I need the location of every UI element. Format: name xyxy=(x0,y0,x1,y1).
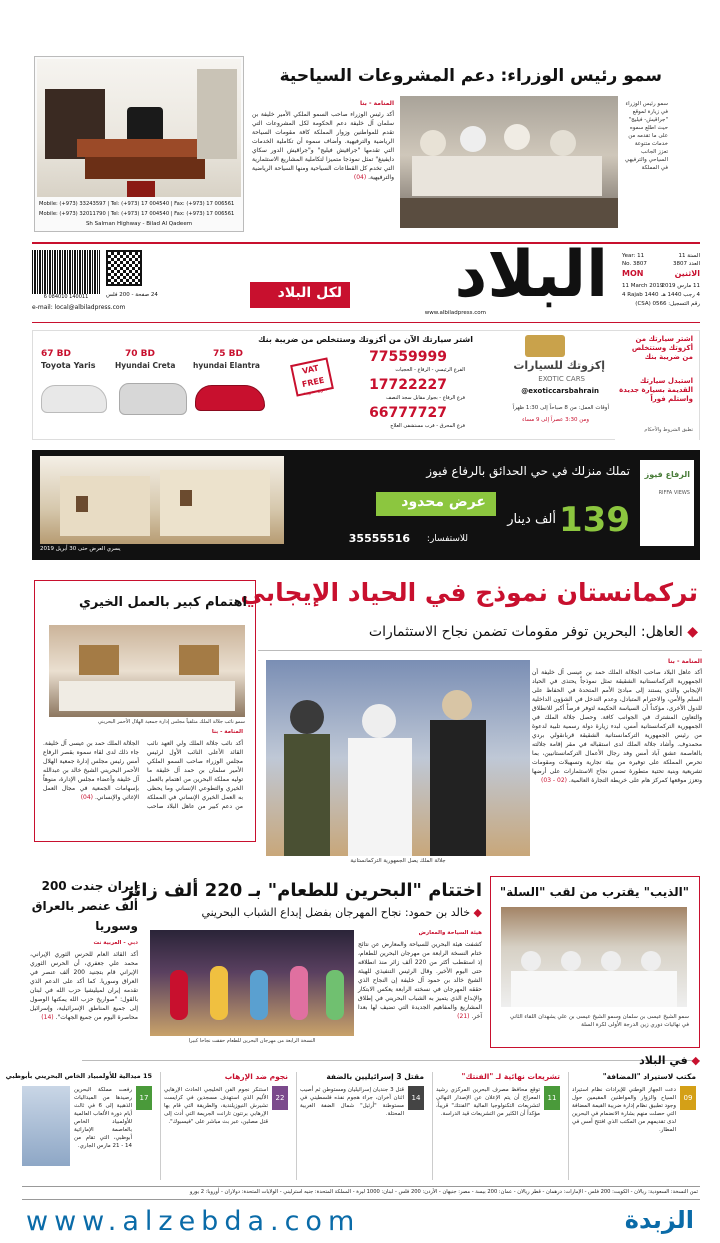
iran-source: دبي - العربية نت xyxy=(93,940,138,946)
inside-label: ◆ في البلاد xyxy=(639,1054,700,1067)
main-subtitle: ◆ العاهل: البحرين توفر مقومات تضمن نجاح الاستثمارات xyxy=(368,624,698,640)
iran-body xyxy=(30,950,138,1048)
festival-subtitle: ◆ خالد بن حمود: نجاح المهرجان بفضل إبداع الشباب البحريني xyxy=(201,906,482,919)
offer-banner xyxy=(376,492,496,516)
cars-list xyxy=(37,349,267,435)
car-price: 70 BD xyxy=(125,349,155,359)
furniture-phones-row1: Mobile: (+973) 33243597 | Tel: (+973) 17 004540 | Fax: (+973) 17 006561 xyxy=(39,201,235,207)
top-story-photo xyxy=(400,96,618,228)
cars-tag-1: اشتر سيارتك من أكزوتك وستتخلص من ضريبة بنك xyxy=(631,335,693,361)
inside-page-badge: 17 xyxy=(136,1086,152,1110)
inside-item[interactable] xyxy=(160,1072,292,1180)
car-name: Toyota Yaris xyxy=(41,361,96,370)
main-body xyxy=(532,668,702,852)
cars-contacts xyxy=(258,335,473,439)
festival-source: هيئة السياحة والمعارض xyxy=(418,930,482,936)
inside-item-text: توقع محافظ مصرف البحرين المركزي رشيد المعراج أن يتم الإعلان عن الإصدار النهائي لتشريعات التكنولوجيا المالية "الفنتك" قريباً، مؤكداً أن الكثير من التشريعات قيد الدراسة. xyxy=(436,1087,540,1117)
sport-photo xyxy=(501,907,687,1007)
riffa-brand-en: RIFFA VIEWS xyxy=(658,490,690,496)
cars-phone-3: 66777727 xyxy=(369,405,447,421)
cars-phone-2: 17722227 xyxy=(369,377,447,393)
date-en: 11 March 2019 xyxy=(622,283,664,289)
sport-box xyxy=(490,876,700,1048)
inside-item-title: تشريعات نهائية لـ "الفنتك" xyxy=(461,1072,560,1081)
vat-text-ar: بدون ضريبة xyxy=(302,386,328,398)
inside-item[interactable] xyxy=(296,1072,428,1180)
vat-text: VAT FREE xyxy=(301,363,326,390)
footer-logo: الزبدة xyxy=(624,1206,694,1234)
barcode xyxy=(32,250,100,294)
top-story-caption: سمو رئيس الوزراء في زيارة لموقع "جراقيش- فيليج" حيث اطلع سموه على ما تقدمه من خدمات متنوعة تعزز الجانب السياحي والترفيهي في المملكة xyxy=(624,101,668,171)
cars-hours-1: أوقات العمل: من 8 صباحاً إلى 1:30 ظهراً xyxy=(512,405,609,411)
barcode-number: 6 084010 140011 xyxy=(43,294,89,300)
top-story-body xyxy=(252,110,394,228)
exotic-instagram[interactable]: @exoticcarsbahrain xyxy=(521,387,599,395)
car-icon xyxy=(195,385,265,411)
exotic-brand xyxy=(479,335,609,439)
main-ref: (02 - 03) xyxy=(541,777,567,784)
realestate-phone[interactable]: 35555516 xyxy=(348,532,410,545)
inside-page-badge: 09 xyxy=(680,1086,696,1110)
fax-2: Fax: (+973) 17 006561 xyxy=(174,211,235,217)
year-ar: السنة 11 xyxy=(678,253,700,259)
inside-item-title: مكتب لاستيراد "المضافة" xyxy=(602,1072,696,1081)
car-icon xyxy=(41,385,107,413)
charity-photo xyxy=(49,625,245,717)
main-subtitle-text: العاهل: البحرين توفر مقومات تضمن نجاح الاستثمارات xyxy=(368,624,683,640)
main-body-text: أكد عاهل البلاد صاحب الجلالة الملك حمد بن عيسى آل خليفة أن الجمهورية التركمانستانية الشقيقة تمثل نموذجاً يحتذى في الحياد الإيجابي والذي يستند إلى مبادئ الأمم المتحدة في الحفاظ على السلم والأمن، والاحترام المتبادل، وعدم التدخل في الشؤون الداخلية للدول الأخرى، مؤكداً أن السياسة الحكيمة لتوفر فرصاً أكبر للانطلاق والتعاون المشترك في الجوانب كافة. وحصل جلالة الملك في الجمهورية التركمانستانية أمس، لبدء زيارة دولة رسمية تلبية لدعوة من رئيس الجمهورية التركمانستانية الشقيقة قربانقولي بردي محمدوف. وأشاد جلالة الملك لدى استقباله في مقر إقامة جلالته بالعاصمة عشق آباد أمس وفد رجال الأعمال التركمانستانيين، بما تحرص المملكة على توفيره من بيئة تجارية وتسهيلات ومقومات تشريعية وبنية تحتية متطورة تضمن نجاح الاستثمارات على أرضها وتعزز موقعها كمركز هام على خريطة التجارة العالمية. xyxy=(532,669,702,784)
realestate-price: 139 xyxy=(559,500,630,540)
top-story-source: المنامة - بنا xyxy=(359,100,394,107)
car-price: 67 BD xyxy=(41,349,71,359)
hijri-en: 4 Rajab 1440 xyxy=(622,292,659,298)
realestate-ad[interactable] xyxy=(32,450,700,560)
sport-caption: سمو الشيخ عيسى بن سلمان وسمو الشيخ عيسى بن علي يشهدان اللقاء الثاني في نهائيات دوري زين الدرجة الأولى لكرة السلة xyxy=(510,1014,689,1028)
issue-en: No. 3807 xyxy=(622,261,647,267)
inside-page-badge: 14 xyxy=(408,1086,424,1110)
prices-text: ثمن النسخة: السعودية: ريالان - الكويت: 200 فلس - الإمارات: درهمان - قطر ريالان - عمان: 200 بيسة - مصر: جنيهان - الأردن: 200 فلس - لبنان: 1000 ليرة - المملكة المتحدة: جنيه استرليني - الولايات المتحدة: دولاران - أوروبا: 2 يورو xyxy=(189,1189,698,1195)
masthead-pages: 24 صفحة - 200 فلس xyxy=(106,292,158,298)
vat-badge xyxy=(290,357,334,396)
masthead-slogan: لكل البلاد xyxy=(277,285,342,301)
festival-photo xyxy=(150,930,354,1036)
main-subtitle-rule xyxy=(258,650,702,651)
inside-rule xyxy=(82,1060,700,1061)
riffa-brand-ar: الرفاع فيوز xyxy=(644,470,690,479)
festival-body xyxy=(358,940,482,1046)
cars-ad[interactable] xyxy=(32,330,700,440)
inside-label-text: في البلاد xyxy=(639,1054,688,1067)
festival-caption: النسخة الرابعة من مهرجان البحرين للطعام حققت نجاحا كبيرا xyxy=(188,1038,316,1044)
house-photo xyxy=(40,456,284,544)
cars-phone-3-label: فرع المحرق - قرب مستشفى العلاج xyxy=(390,423,465,429)
cars-ad-sidebar xyxy=(615,331,699,441)
realestate-unit: ألف دينار xyxy=(507,512,556,527)
offer-text: عرض محدود xyxy=(401,494,486,510)
mobile-1: Mobile: (+973) 33243597 xyxy=(39,201,106,207)
masthead-website[interactable]: www.albiladpress.com xyxy=(424,310,486,316)
furniture-address: Sh Salman Highway - Bilad Al Qadeem xyxy=(85,221,193,227)
main-source: المنامة - بنا xyxy=(667,658,702,665)
cars-phone-2-label: فرع الرفاع - بجوار مقابل سجد النصف xyxy=(386,395,465,401)
charity-body xyxy=(43,739,243,831)
realestate-headline: تملك منزلك في حي الحدائق بالرفاع فيوز xyxy=(426,464,630,478)
fax-1: Fax: (+973) 17 006561 xyxy=(174,201,235,207)
charity-source: المنامة - بنا xyxy=(211,729,243,735)
date-ar: 11 مارس 2019 xyxy=(661,283,700,289)
cars-phone-1: 77559999 xyxy=(369,349,447,365)
furniture-phones-row2: Mobile: (+973) 32011790 | Tel: (+973) 17 004540 | Fax: (+973) 17 006561 xyxy=(39,211,235,217)
iran-title: إيران جندت 200 ألف عنصر بالعراق وسوريا xyxy=(31,879,138,933)
charity-title: اهتمام كبير بالعمل الخيري xyxy=(78,595,247,610)
furniture-ad[interactable] xyxy=(34,56,244,232)
charity-caption: سمو نائب جلالة الملك متلقياً مجلس إدارة جمعية الهلال الأحمر البحريني xyxy=(98,719,245,725)
main-story xyxy=(240,570,702,870)
festival-title: اختتام "البحرين للطعام" بـ 220 ألف زائر xyxy=(123,880,482,901)
car-name: Hyundai Creta xyxy=(115,361,176,370)
inside-item-title: 15 ميدالية للأولمبياد الخاص البحريني بأبوظبي xyxy=(5,1072,152,1080)
cars-phone-1-label: الفرع الرئيسي - الرفاع - الحجيات xyxy=(395,367,465,373)
mobile-2: Mobile: (+973) 32011790 xyxy=(39,211,106,217)
masthead-bottom-rule xyxy=(32,322,700,323)
exotic-brand-en: EXOTIC CARS xyxy=(538,375,585,383)
footer-website[interactable]: www.alzebda.com xyxy=(26,1206,361,1237)
car-name: hyundai Elantra xyxy=(193,361,260,370)
riffa-logo xyxy=(640,460,694,546)
inside-section xyxy=(5,1054,700,1182)
inside-item[interactable] xyxy=(5,1072,156,1180)
inside-item[interactable] xyxy=(568,1072,700,1180)
cars-tag-2: استبدل سيارتك القديمة بسيارة جديدة واستلم فوراً xyxy=(619,377,693,403)
inside-columns xyxy=(5,1072,700,1182)
cars-terms: تطبق الشروط والأحكام xyxy=(644,427,693,433)
registration: رقم التسجيل: 0566 (CSA) xyxy=(635,301,700,307)
issue-ar: العدد 3807 xyxy=(673,261,700,267)
tel-2: Tel: (+973) 17 004540 xyxy=(110,211,170,217)
inside-page-badge: 11 xyxy=(544,1086,560,1110)
charity-ref: (04) xyxy=(80,794,94,801)
office-photo xyxy=(37,59,241,197)
cars-hours-2: ومن 3:30 عصراً إلى 9 مساء xyxy=(522,417,589,423)
top-story xyxy=(252,56,668,228)
festival-story xyxy=(123,876,486,1054)
car-item[interactable] xyxy=(193,349,269,435)
car-price: 75 BD xyxy=(213,349,243,359)
exotic-logo-icon xyxy=(525,335,565,357)
main-title: تركمانستان نموذج في الحياد الإيجابي xyxy=(240,578,698,607)
festival-body-text: كشفت هيئة البحرين للسياحة والمعارض عن نتائج ختام النسخة الرابعة من مهرجان البحرين للطعام، إذ استقطب أكثر من 220 ألف زائر منذ انطلاقه حتى اليوم الأخير. وقال الرئيس التنفيذي للهيئة الشيخ خالد بن حمود آل خليفة إن النجاح الذي حققه المهرجان في نسخته الرابعة يعكس الابتكار والإبداع الذي يتميز به الشباب البحريني في إطلاق المشاريع والمفاهيم الجديدة التي تضيف لها بعدا آخر. xyxy=(358,941,482,1020)
hijri-ar: 4 رجب 1440 هـ xyxy=(661,292,700,298)
exotic-brand-ar: إكزوتك للسيارات xyxy=(513,359,605,372)
car-item[interactable] xyxy=(37,349,113,435)
festival-ref: (21) xyxy=(457,1013,470,1020)
day-ar: الاثنين xyxy=(674,269,700,278)
realestate-valid: يسري العرض حتى 30 أبريل 2019 xyxy=(40,546,121,552)
sport-title: "الذيب" يقترب من لقب "السلة" xyxy=(499,885,689,899)
top-story-title: سمو رئيس الوزراء: دعم المشروعات السياحية xyxy=(279,66,662,86)
iran-story xyxy=(30,876,138,1048)
inside-item-text: استنكر نجوم الفن الخليجي الحادث الإرهابي الأليم الذي استهدف مسجدين في كرايست تشيرش النيوزيلندية، والطريقة التي قام بها الإرهابي برنتون تارانت الجريمة التي أدت إلى قتل مصلين، عبر بث مباشر على "فيسبوك". xyxy=(164,1087,268,1125)
inside-item-text: رفعت مملكة البحرين رصيدها من الميداليات الذهبية إلى 6 في ثالث أيام دورة الألعاب العالمية للأولمبياد الخاص بالعاصمة الإماراتية أبوظبي، التي تقام من 14 - 21 مارس الجاري. xyxy=(74,1087,133,1149)
charity-body-text: أكد نائب جلالة الملك ولي العهد نائب القائد الأعلى النائب الأول لرئيس مجلس الوزراء صاحب السمو الملكي الأمير سلمان بن حمد آل خليفة ما توليه مملكة البحرين من اهتمام بالعمل الخيري والتطوعي الإنساني وما يحظى به العمل الخيري الإنساني في المملكة من دعم كبير من عاهل البلاد صاحب الجلالة الملك حمد بن عيسى آل خليفة. جاء ذلك لدى لقاء سموه بقصر الرفاع أمس رئيس مجلس إدارة جمعية الهلال الأحمر البحريني الشيخ خالد بن عبدالله آل خليفة وأعضاء مجلس الإدارة، منوهاً بإسهامات الجمعية في مجال العمل الإغاثي والإنساني. xyxy=(43,740,243,810)
main-caption: جلالة الملك يصل الجمهورية التركمانستانية xyxy=(350,858,446,864)
masthead xyxy=(32,238,700,320)
car-icon xyxy=(119,383,187,415)
inside-item-text: قتل 3 جنديان إسرائيليان ومستوطن ثم أصيب اثنان آخران، جراء هجوم نفذه فلسطيني في مستوطنة "أرئيل" شمال الضفة الغربية المحتلة. xyxy=(300,1087,405,1117)
inside-item-title: نجوم ضد الإرهاب xyxy=(224,1072,288,1081)
iran-ref: (14) xyxy=(41,1014,54,1021)
tel-1: Tel: (+973) 17 004540 xyxy=(110,201,170,207)
top-story-ref: (04) xyxy=(353,174,367,181)
inside-item-title: مقتل 3 إسرائيليين بالضفة xyxy=(326,1072,424,1081)
realestate-contact-label: للاستفسار: xyxy=(426,534,468,544)
prices-bar xyxy=(22,1186,700,1200)
qr-code-icon xyxy=(106,250,142,286)
year-en: Year: 11 xyxy=(622,253,645,259)
masthead-slogan-bar xyxy=(250,282,350,308)
iran-body-text: أكد القائد العام للحرس الثوري الإيراني، محمد علي جعفري، أن الحرس الثوري الإيراني قام بتجنيد 200 ألف عنصر في العراق وسوريا. كما أكد على الدعم الذي تقدمه إيران لميليشيا حزب الله في لبنان بالقول: "صواريخ حزب الله يمكنها الوصول إلى جميع المناطق الإسرائيلية، وإسرائيل محاصرة اليوم من جميع الجهات". xyxy=(30,951,138,1021)
cars-headline: اشتر سيارتك الآن من أكزوتك وستتخلص من ضريبة بنك xyxy=(258,335,473,344)
day-en: MON xyxy=(622,269,644,278)
festival-subtitle-text: خالد بن حمود: نجاح المهرجان بفضل إبداع الشباب البحريني xyxy=(201,906,471,919)
olympics-photo xyxy=(22,1086,70,1166)
charity-box xyxy=(34,580,256,842)
top-story-text: أكد رئيس الوزراء صاحب السمو الملكي الأمير خليفة بن سلمان آل خليفة دعم الحكومة لكل المشروعات التي تقدم للمواطنين وزوار المملكة كافة مقومات السياحة الرياضية والترفيهية. وأضاف سموه أن تكاملية الخدمات التي تقدمها "جراقيش فيليج" و"جراقيش الدور سكاي دايفينغ" تمثل نموذجا متميزا لتكاملية المشاريع الاستثمارية التي تخدم كل القطاعات السياحية ومنها السياحة الرياضية والترفيهية. xyxy=(252,111,394,181)
main-photo xyxy=(266,660,530,856)
inside-item[interactable] xyxy=(432,1072,564,1180)
masthead-logo: البلاد xyxy=(454,238,608,312)
inside-item-text: دعت الجهاز الوطني للإيرادات نظام استيراد السياح والزوار والمواطنين المقيمين حول وجود تطبيق نظام إدارة ضريبة القيمة المضافة التي حصلت منهم بشارة الانضمام في البحرين لدى تقديمهم من المكتب الذي افتتح أمس في المطار. xyxy=(572,1087,676,1133)
footer xyxy=(0,1204,720,1243)
furniture-logo-icon xyxy=(127,181,155,197)
masthead-email[interactable]: e-mail: local@albiladpress.com xyxy=(32,304,126,311)
car-item[interactable] xyxy=(115,349,191,435)
inside-page-badge: 22 xyxy=(272,1086,288,1110)
